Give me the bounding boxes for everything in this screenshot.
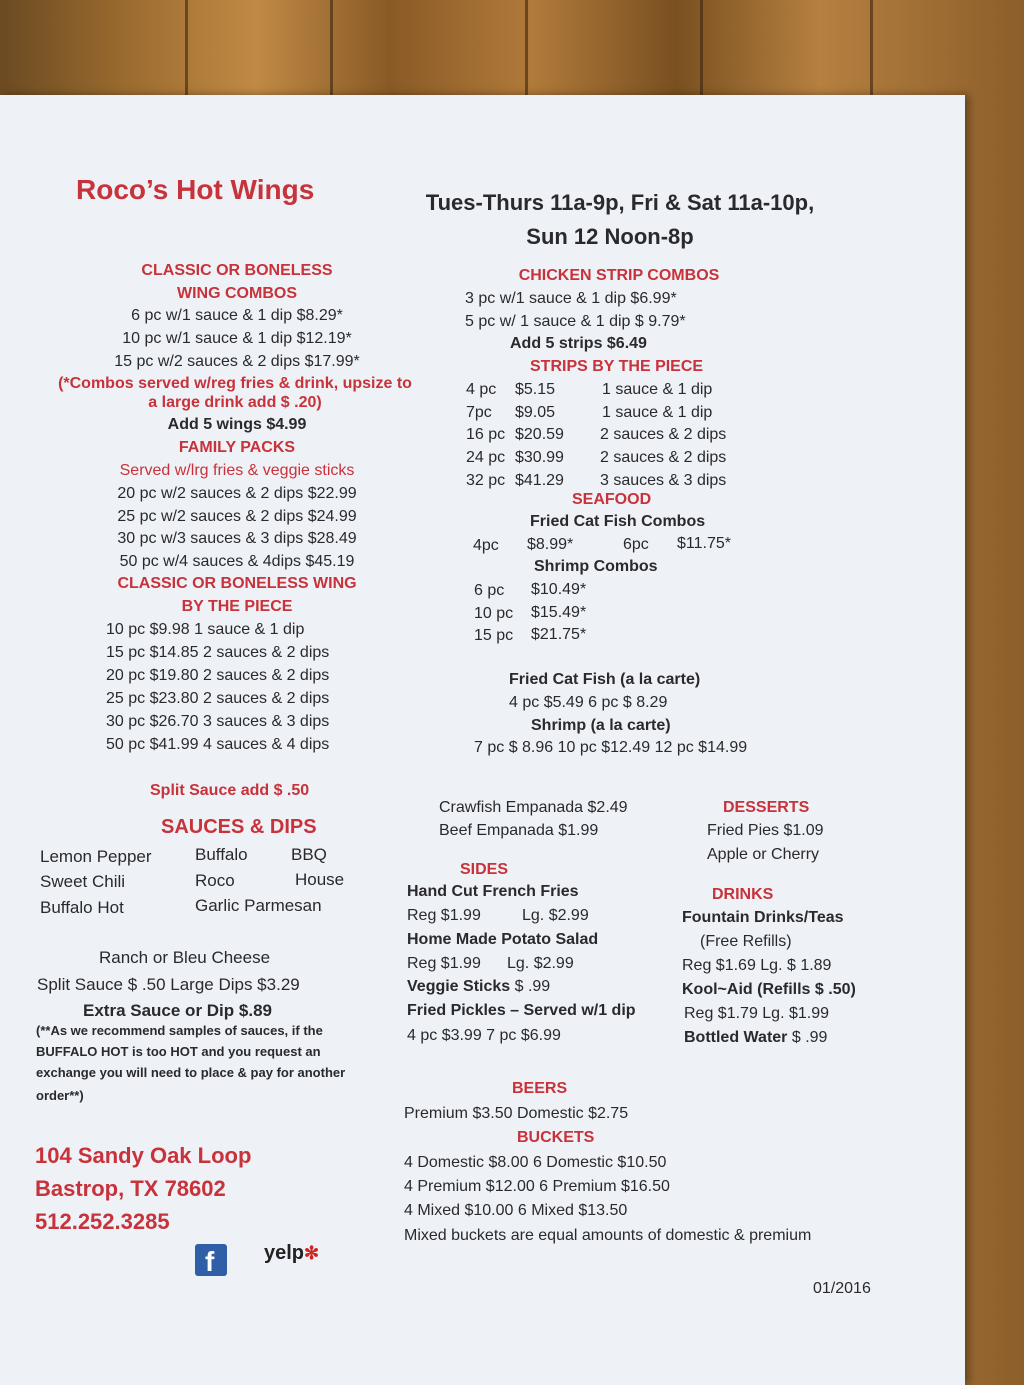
- catfish-combo-price: $11.75*: [677, 535, 731, 552]
- strip-price: $9.05: [515, 404, 556, 421]
- address-line: 104 Sandy Oak Loop: [35, 1143, 252, 1168]
- dessert-item: Apple or Cherry: [707, 846, 820, 863]
- family-item: 30 pc w/3 sauces & 3 dips $28.49: [117, 530, 357, 547]
- piece-item: 15 pc $14.85 2 sauces & 2 dips: [106, 644, 330, 661]
- shrimp-price: $15.49*: [531, 604, 587, 621]
- shrimp-qty: 10 pc: [474, 605, 514, 622]
- strip-combo-item: 3 pc w/1 sauce & 1 dip $6.99*: [465, 290, 677, 307]
- combo-item: 10 pc w/1 sauce & 1 dip $12.19*: [122, 330, 352, 347]
- strip-desc: 2 sauces & 2 dips: [600, 426, 727, 443]
- fountain-drinks: Fountain Drinks/Teas: [682, 909, 844, 926]
- bottled-water-price: $ .99: [787, 1029, 828, 1046]
- buckets-heading: BUCKETS: [517, 1129, 595, 1146]
- split-large-dips: Split Sauce $ .50 Large Dips $3.29: [37, 975, 300, 994]
- fountain-prices: Reg $1.69 Lg. $ 1.89: [682, 957, 832, 974]
- disclaimer-line: (**As we recommend samples of sauces, if the: [36, 1023, 323, 1038]
- fries-lg-price: Lg. $2.99: [522, 907, 589, 924]
- yelp-logo[interactable]: [264, 1243, 319, 1263]
- sauce-name: BBQ: [291, 845, 327, 864]
- strip-combo-item: 5 pc w/ 1 sauce & 1 dip $ 9.79*: [465, 313, 686, 330]
- hours-line-2: Sun 12 Noon-8p: [526, 224, 694, 249]
- extra-sauce: Extra Sauce or Dip $.89: [83, 1001, 272, 1020]
- fried-pickles-prices: 4 pc $3.99 7 pc $6.99: [407, 1027, 561, 1044]
- potato-lg-price: Lg. $2.99: [507, 955, 574, 972]
- fried-pickles-heading: Fried Pickles – Served w/1 dip: [407, 1002, 636, 1019]
- piece-item: 30 pc $26.70 3 sauces & 3 dips: [106, 713, 330, 730]
- veggie-sticks-price: $ .99: [510, 978, 551, 995]
- buckets-note: Mixed buckets are equal amounts of domestic & premium: [404, 1227, 812, 1244]
- drinks-heading: DRINKS: [712, 886, 774, 903]
- desserts-heading: DESSERTS: [723, 799, 810, 816]
- sauce-name: Garlic Parmesan: [195, 896, 322, 915]
- strips-piece-heading: STRIPS BY THE PIECE: [530, 358, 704, 375]
- empanada-item: Crawfish Empanada $2.49: [439, 799, 628, 816]
- combo-note-1: (*Combos served w/reg fries & drink, upsize to: [58, 375, 412, 392]
- add-strips: Add 5 strips $6.49: [510, 335, 647, 352]
- potato-salad-heading: Home Made Potato Salad: [407, 931, 599, 948]
- combos-heading-1: CLASSIC OR BONELESS: [141, 262, 333, 279]
- beer-prices: Premium $3.50 Domestic $2.75: [404, 1105, 629, 1122]
- veggie-sticks: [407, 977, 550, 997]
- strip-desc: 1 sauce & 1 dip: [602, 381, 713, 398]
- strip-desc: 3 sauces & 3 dips: [600, 472, 727, 489]
- catfish-combo-price: $8.99*: [527, 536, 574, 553]
- family-item: 25 pc w/2 sauces & 2 dips $24.99: [117, 508, 357, 525]
- combo-item: 6 pc w/1 sauce & 1 dip $8.29*: [131, 307, 343, 324]
- phone-number: 512.252.3285: [35, 1209, 170, 1234]
- split-sauce-note: Split Sauce add $ .50: [150, 782, 310, 799]
- free-refills: (Free Refills): [700, 933, 792, 950]
- catfish-alc-prices: 4 pc $5.49 6 pc $ 8.29: [509, 694, 668, 711]
- koolaid-prices: Reg $1.79 Lg. $1.99: [684, 1005, 830, 1022]
- catfish-alc-heading: Fried Cat Fish (a la carte): [509, 671, 701, 688]
- combos-heading-2: WING COMBOS: [177, 285, 297, 302]
- yelp-burst-icon: ✻: [304, 1243, 320, 1263]
- sauce-name: Buffalo: [195, 845, 248, 864]
- shrimp-price: $21.75*: [531, 626, 587, 643]
- menu-date: 01/2016: [813, 1280, 871, 1297]
- shrimp-alc-heading: Shrimp (a la carte): [531, 717, 671, 734]
- sauces-heading: SAUCES & DIPS: [161, 816, 317, 838]
- strip-price: $5.15: [515, 381, 556, 398]
- bucket-line: 4 Mixed $10.00 6 Mixed $13.50: [404, 1202, 628, 1219]
- strip-qty: 16 pc: [466, 426, 506, 443]
- strip-qty: 7pc: [466, 404, 492, 421]
- family-item: 20 pc w/2 sauces & 2 dips $22.99: [117, 485, 357, 502]
- disclaimer-line: BUFFALO HOT is too HOT and you request an: [36, 1044, 321, 1059]
- strip-qty: 4 pc: [466, 381, 497, 398]
- piece-item: 10 pc $9.98 1 sauce & 1 dip: [106, 621, 305, 638]
- strip-desc: 2 sauces & 2 dips: [600, 449, 727, 466]
- seafood-heading: SEAFOOD: [572, 491, 652, 508]
- sauce-name: Roco: [195, 871, 235, 890]
- ranch-bleu: Ranch or Bleu Cheese: [99, 948, 271, 967]
- strip-price: $41.29: [515, 472, 564, 489]
- shrimp-alc-prices: 7 pc $ 8.96 10 pc $12.49 12 pc $14.99: [474, 739, 748, 756]
- sides-heading: SIDES: [460, 861, 509, 878]
- piece-item: 25 pc $23.80 2 sauces & 2 dips: [106, 690, 330, 707]
- bottled-water: [684, 1028, 827, 1048]
- shrimp-combos-heading: Shrimp Combos: [534, 558, 658, 575]
- yelp-logo-text: yelp: [264, 1242, 305, 1264]
- empanada-item: Beef Empanada $1.99: [439, 822, 599, 839]
- family-packs-subheading: Served w/lrg fries & veggie sticks: [119, 462, 355, 479]
- catfish-combo-qty: 6pc: [623, 536, 649, 553]
- piece-item: 50 pc $41.99 4 sauces & 4 dips: [106, 736, 330, 753]
- catfish-combos-heading: Fried Cat Fish Combos: [530, 513, 706, 530]
- fries-heading: Hand Cut French Fries: [407, 883, 579, 900]
- disclaimer-line: order**): [36, 1088, 84, 1103]
- strip-price: $30.99: [515, 449, 564, 466]
- bucket-line: 4 Domestic $8.00 6 Domestic $10.50: [404, 1154, 667, 1171]
- shrimp-price: $10.49*: [531, 581, 587, 598]
- catfish-combo-qty: 4pc: [473, 537, 499, 554]
- combo-item: 15 pc w/2 sauces & 2 dips $17.99*: [114, 353, 360, 370]
- sauce-name: Lemon Pepper: [40, 847, 152, 866]
- shrimp-qty: 15 pc: [474, 627, 514, 644]
- restaurant-title: Roco’s Hot Wings: [76, 174, 315, 205]
- strip-combos-heading: CHICKEN STRIP COMBOS: [518, 267, 720, 284]
- strip-qty: 24 pc: [466, 449, 506, 466]
- strip-price: $20.59: [515, 426, 564, 443]
- family-item: 50 pc w/4 sauces & 4dips $45.19: [119, 553, 355, 570]
- shrimp-qty: 6 pc: [474, 582, 505, 599]
- disclaimer-line: exchange you will need to place & pay for another: [36, 1065, 346, 1080]
- piece-heading-1: CLASSIC OR BONELESS WING: [117, 575, 357, 592]
- strip-desc: 1 sauce & 1 dip: [602, 404, 713, 421]
- menu-paper: [0, 95, 965, 1385]
- koolaid: Kool~Aid (Refills $ .50): [682, 981, 856, 998]
- bottled-water-label: Bottled Water: [684, 1029, 788, 1046]
- piece-heading-2: BY THE PIECE: [181, 598, 293, 615]
- combo-note-2: a large drink add $ .20): [148, 394, 322, 411]
- piece-item: 20 pc $19.80 2 sauces & 2 dips: [106, 667, 330, 684]
- facebook-icon[interactable]: f: [195, 1244, 227, 1276]
- fries-reg-price: Reg $1.99: [407, 907, 481, 924]
- hours-line-1: Tues-Thurs 11a-9p, Fri & Sat 11a-10p,: [425, 190, 815, 215]
- beers-heading: BEERS: [512, 1080, 568, 1097]
- sauce-name: Sweet Chili: [40, 872, 126, 891]
- veggie-sticks-label: Veggie Sticks: [407, 978, 511, 995]
- dessert-item: Fried Pies $1.09: [707, 822, 824, 839]
- sauce-name: Buffalo Hot: [40, 898, 124, 917]
- sauce-name: House: [295, 870, 345, 889]
- address-line: Bastrop, TX 78602: [35, 1176, 226, 1201]
- strip-qty: 32 pc: [466, 472, 506, 489]
- bucket-line: 4 Premium $12.00 6 Premium $16.50: [404, 1178, 670, 1195]
- potato-reg-price: Reg $1.99: [407, 955, 481, 972]
- add-wings: Add 5 wings $4.99: [167, 416, 307, 433]
- family-packs-heading: FAMILY PACKS: [178, 439, 296, 456]
